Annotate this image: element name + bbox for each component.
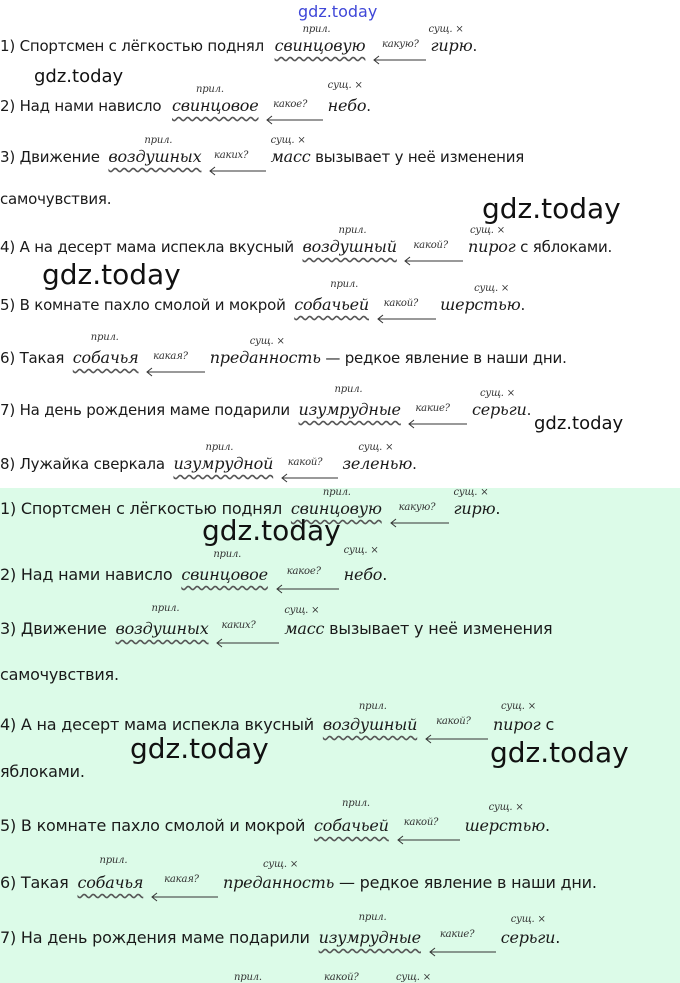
arrow-icon [403, 256, 463, 270]
arrow-icon [265, 115, 323, 129]
arrow-icon [372, 55, 426, 69]
watermark: gdz.today [42, 258, 181, 291]
sentence-3-cont-b: самочувствия. [0, 665, 119, 684]
adjective: свинцовое [171, 96, 259, 115]
question-label: какую? [381, 39, 419, 50]
sentence-1: 1) Спортсмен с лёгкостью поднял прил. свинцовую какую? сущ. × гирю. [0, 36, 477, 55]
arrow-icon [150, 892, 218, 906]
sentence-7-b: 7) На день рождения маме подарили прил. изумрудные какие? сущ. × серьги. [0, 928, 560, 947]
sentence-3-cont: самочувствия. [0, 190, 112, 208]
arrow-icon [280, 473, 338, 487]
sentence-6: 6) Такая прил. собачья какая? сущ. × преданность — редкое явление в наши дни. [0, 348, 567, 367]
adj-label: прил. [302, 24, 331, 35]
noun: гирю [430, 36, 473, 55]
sentence-3-b: 3) Движение прил. воздушных каких? сущ. × масс вызывает у неё изменения [0, 619, 552, 638]
arrow-icon [376, 314, 436, 328]
sentence-4-b: 4) А на десерт мама испекла вкусный прил. воздушный какой? сущ. × пирог с [0, 715, 554, 734]
arrow-icon [215, 638, 279, 652]
sentence-text: 1) Спортсмен с лёгкостью поднял [0, 37, 264, 55]
arrow-icon [275, 584, 339, 598]
sentence-2: 2) Над нами нависло прил. свинцовое какое? сущ. × небо. [0, 96, 371, 115]
sentence-8: 8) Лужайка сверкала прил. изумрудной какой? сущ. × зеленью. [0, 454, 417, 473]
sentence-5-b: 5) В комнате пахло смолой и мокрой прил. собачьей какой? сущ. × шерстью. [0, 816, 550, 835]
arrow-icon [407, 419, 467, 433]
sentence-4-cont-b: яблоками. [0, 762, 85, 781]
adjective: свинцовую [274, 36, 366, 55]
watermark: gdz.today [34, 66, 124, 87]
watermark: gdz.today [202, 514, 341, 547]
sentence-6-b: 6) Такая прил. собачья какая? сущ. × преданность — редкое явление в наши дни. [0, 873, 597, 892]
site-header[interactable]: gdz.today [298, 2, 378, 21]
watermark: gdz.today [482, 192, 621, 225]
arrow-icon [396, 835, 460, 849]
sentence-4: 4) А на десерт мама испекла вкусный прил. воздушный какой? сущ. × пирог с яблоками. [0, 237, 612, 256]
arrow-icon [389, 518, 449, 532]
watermark: gdz.today [130, 732, 269, 765]
sentence-2-b: 2) Над нами нависло прил. свинцовое какое? сущ. × небо. [0, 565, 387, 584]
watermark: gdz.today [534, 413, 624, 434]
sentence-7: 7) На день рождения маме подарили прил. изумрудные какие? сущ. × серьги. [0, 400, 531, 419]
arrow-icon [428, 947, 496, 961]
watermark: gdz.today [490, 736, 629, 769]
sentence-3: 3) Движение прил. воздушных каких? сущ. × масс вызывает у неё изменения [0, 147, 524, 166]
arrow-icon [145, 367, 205, 381]
sentence-1-b: 1) Спортсмен с лёгкостью поднял прил. свинцовую какую? сущ. × гирю. [0, 499, 500, 518]
arrow-icon [208, 166, 266, 180]
sentence-5: 5) В комнате пахло смолой и мокрой прил. собачьей какой? сущ. × шерстью. [0, 295, 525, 314]
arrow-icon [424, 734, 488, 748]
